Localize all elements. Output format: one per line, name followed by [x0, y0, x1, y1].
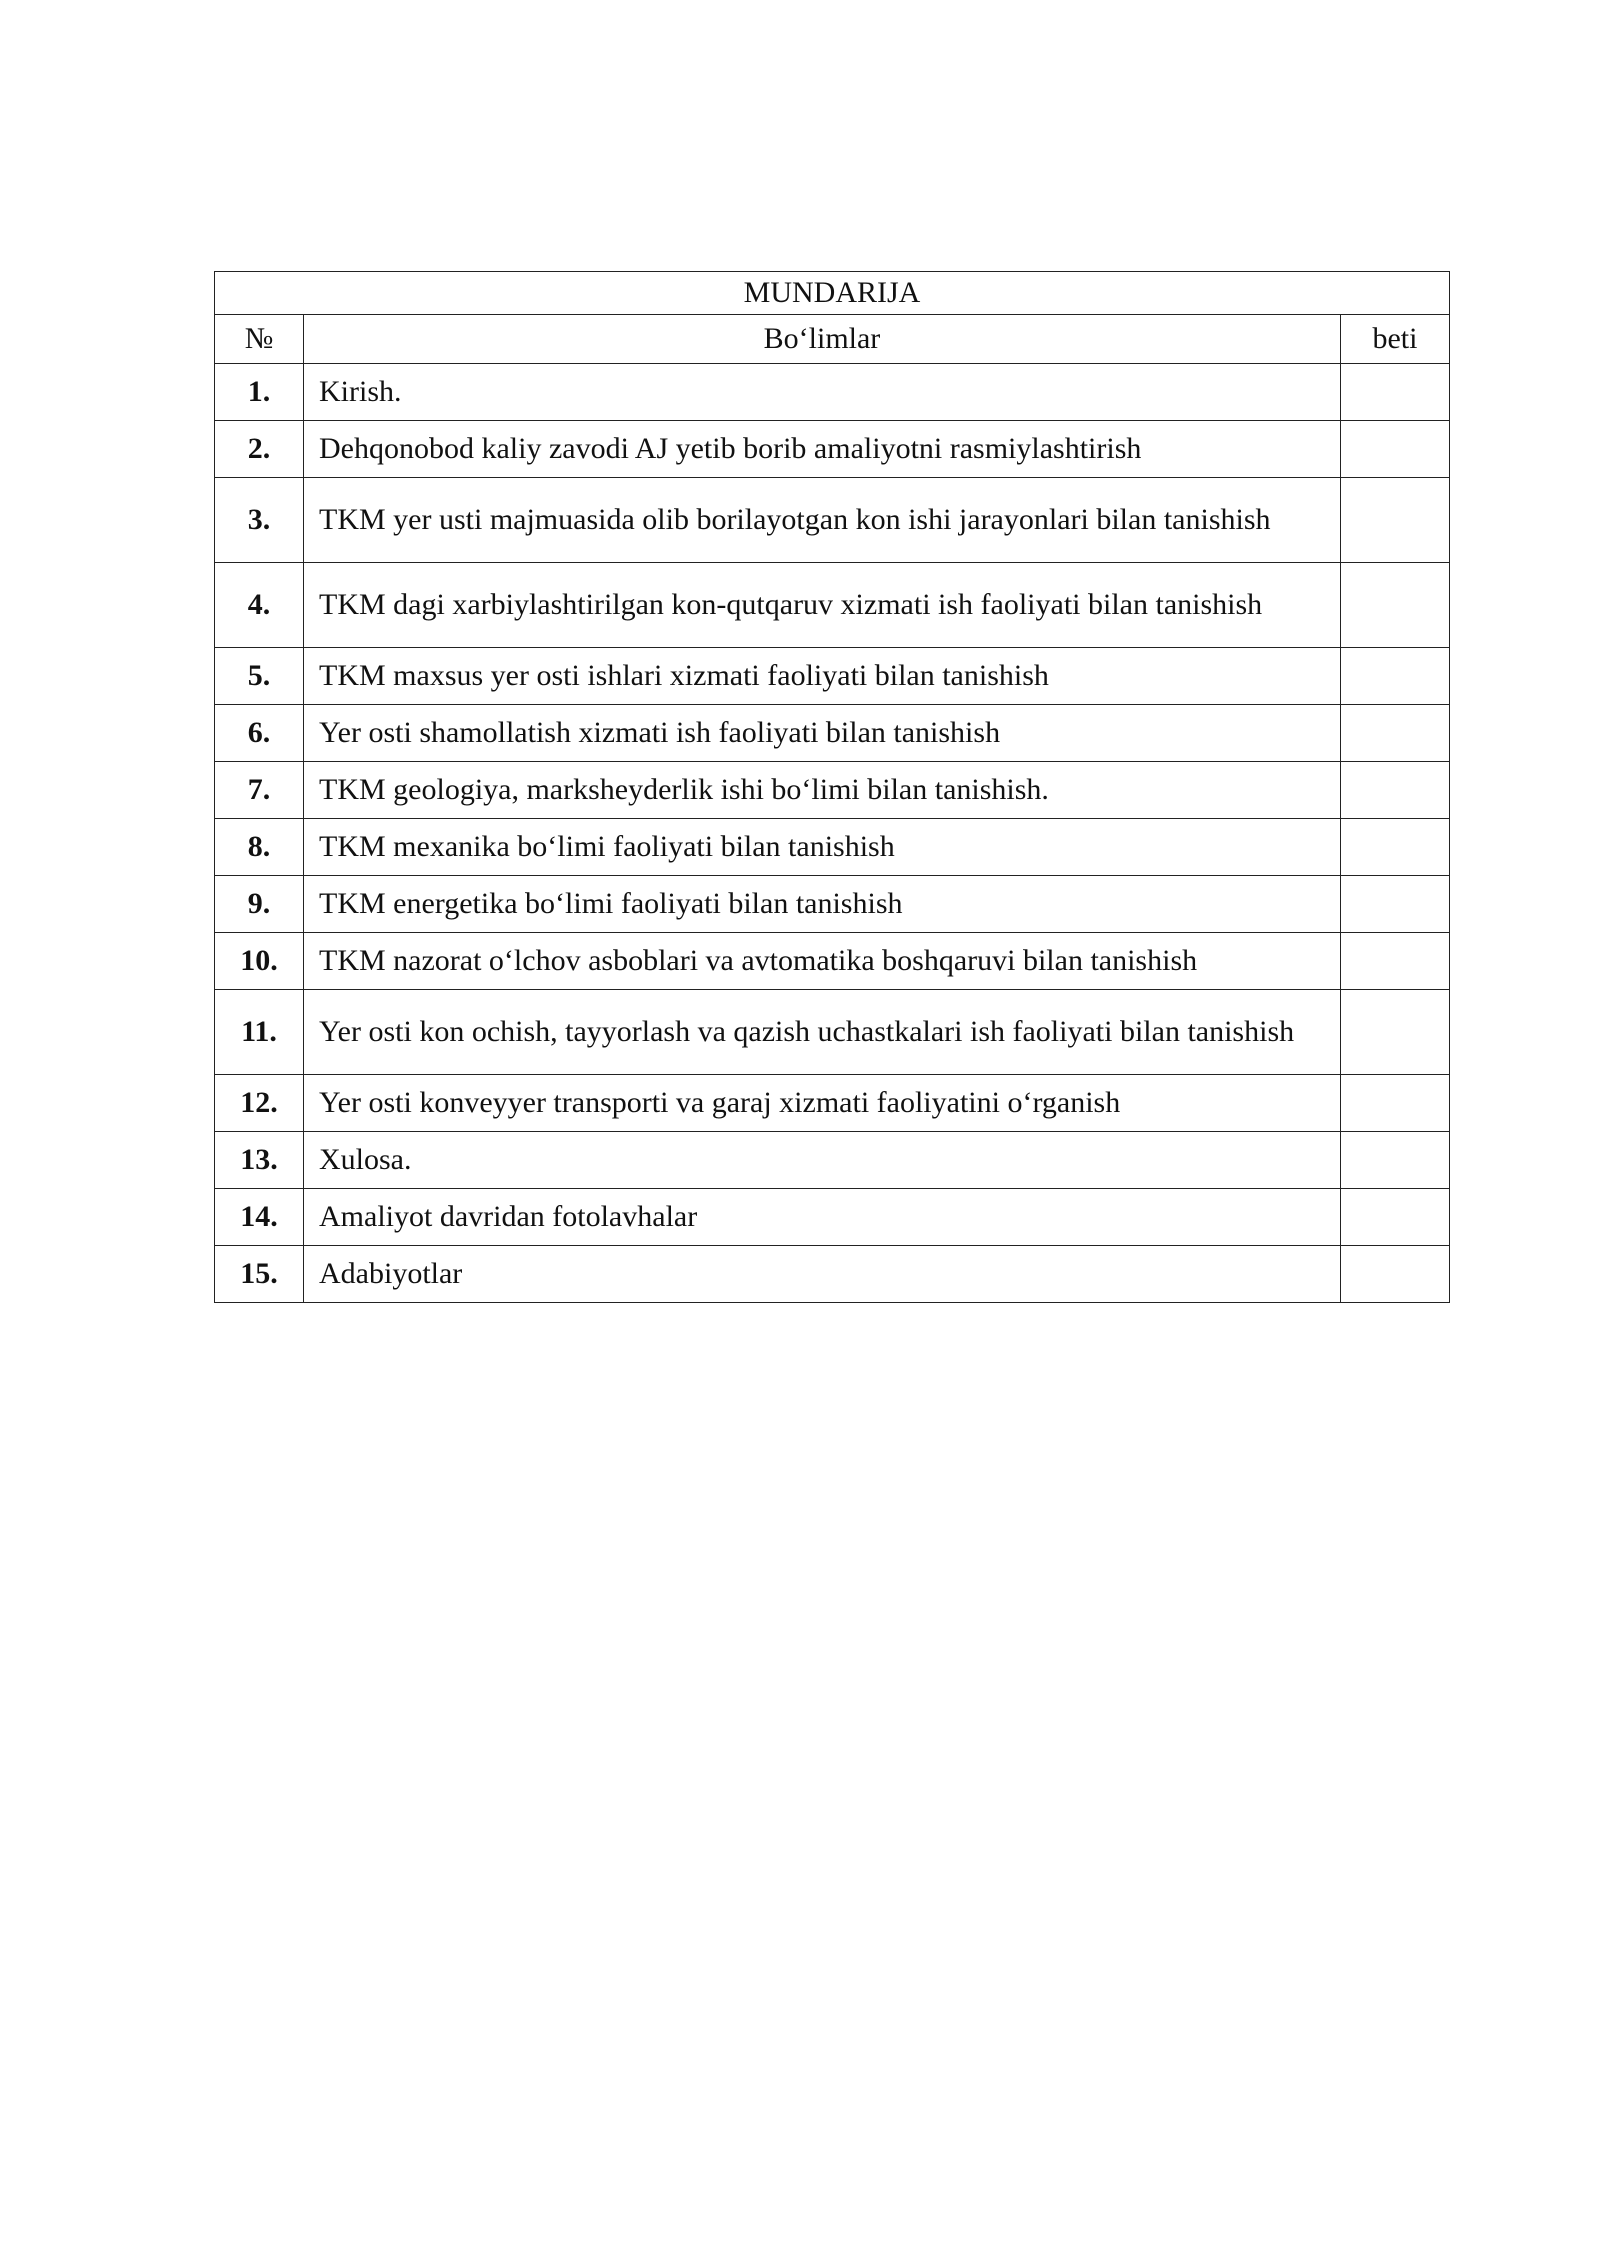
toc-header-row: [215, 315, 1450, 364]
row-number: 6.: [215, 705, 304, 762]
row-page: [1340, 648, 1449, 705]
row-number: 12.: [215, 1075, 304, 1132]
toc-row: [215, 648, 1450, 705]
row-title: TKM maxsus yer osti ishlari xizmati faoliyati bilan tanishish: [304, 648, 1341, 705]
row-title: Dehqonobod kaliy zavodi AJ yetib borib amaliyotni rasmiylashtirish: [304, 421, 1341, 478]
row-title: TKM energetika bo‘limi faoliyati bilan tanishish: [304, 876, 1341, 933]
row-title: Yer osti shamollatish xizmati ish faoliyati bilan tanishish: [304, 705, 1341, 762]
row-title: TKM nazorat o‘lchov asboblari va avtomatika boshqaruvi bilan tanishish: [304, 933, 1341, 990]
row-number: 8.: [215, 819, 304, 876]
toc-row: [215, 990, 1450, 1075]
row-page: [1340, 1132, 1449, 1189]
row-number: 13.: [215, 1132, 304, 1189]
row-title: Amaliyot davridan fotolavhalar: [304, 1189, 1341, 1246]
row-page: [1340, 478, 1449, 563]
toc-row: [215, 1246, 1450, 1303]
row-number: 5.: [215, 648, 304, 705]
toc-row: [215, 421, 1450, 478]
row-page: [1340, 421, 1449, 478]
toc-row: [215, 478, 1450, 563]
row-number: 2.: [215, 421, 304, 478]
row-page: [1340, 563, 1449, 648]
row-page: [1340, 876, 1449, 933]
row-title: Kirish.: [304, 364, 1341, 421]
toc-row: [215, 933, 1450, 990]
row-title: TKM geologiya, marksheyderlik ishi bo‘limi bilan tanishish.: [304, 762, 1341, 819]
page-column-header: beti: [1340, 315, 1449, 364]
row-page: [1340, 933, 1449, 990]
sections-column-header: Bo‘limlar: [304, 315, 1341, 364]
toc-row: [215, 876, 1450, 933]
row-page: [1340, 1189, 1449, 1246]
row-number: 4.: [215, 563, 304, 648]
toc-title-row: [215, 272, 1450, 315]
toc-row: [215, 563, 1450, 648]
row-number: 1.: [215, 364, 304, 421]
row-page: [1340, 1246, 1449, 1303]
toc-row: [215, 1075, 1450, 1132]
row-title: Xulosa.: [304, 1132, 1341, 1189]
row-title: Yer osti kon ochish, tayyorlash va qazish uchastkalari ish faoliyati bilan tanishish: [304, 990, 1341, 1075]
toc-row: [215, 1132, 1450, 1189]
row-page: [1340, 762, 1449, 819]
row-page: [1340, 705, 1449, 762]
number-column-header: №: [215, 315, 304, 364]
row-title: TKM dagi xarbiylashtirilgan kon-qutqaruv xizmati ish faoliyati bilan tanishish: [304, 563, 1341, 648]
row-number: 9.: [215, 876, 304, 933]
row-number: 15.: [215, 1246, 304, 1303]
row-number: 7.: [215, 762, 304, 819]
row-title: TKM mexanika bo‘limi faoliyati bilan tanishish: [304, 819, 1341, 876]
row-page: [1340, 990, 1449, 1075]
row-title: Yer osti konveyyer transporti va garaj xizmati faoliyatini o‘rganish: [304, 1075, 1341, 1132]
toc-row: [215, 819, 1450, 876]
row-page: [1340, 1075, 1449, 1132]
row-page: [1340, 819, 1449, 876]
toc-row: [215, 705, 1450, 762]
row-title: TKM yer usti majmuasida olib borilayotgan kon ishi jarayonlari bilan tanishish: [304, 478, 1341, 563]
row-page: [1340, 364, 1449, 421]
row-number: 11.: [215, 990, 304, 1075]
row-number: 10.: [215, 933, 304, 990]
row-number: 3.: [215, 478, 304, 563]
toc-row: [215, 762, 1450, 819]
row-number: 14.: [215, 1189, 304, 1246]
toc-row: [215, 364, 1450, 421]
toc-title: MUNDARIJA: [215, 272, 1450, 315]
toc-row: [215, 1189, 1450, 1246]
table-of-contents: [214, 271, 1450, 1303]
row-title: Adabiyotlar: [304, 1246, 1341, 1303]
